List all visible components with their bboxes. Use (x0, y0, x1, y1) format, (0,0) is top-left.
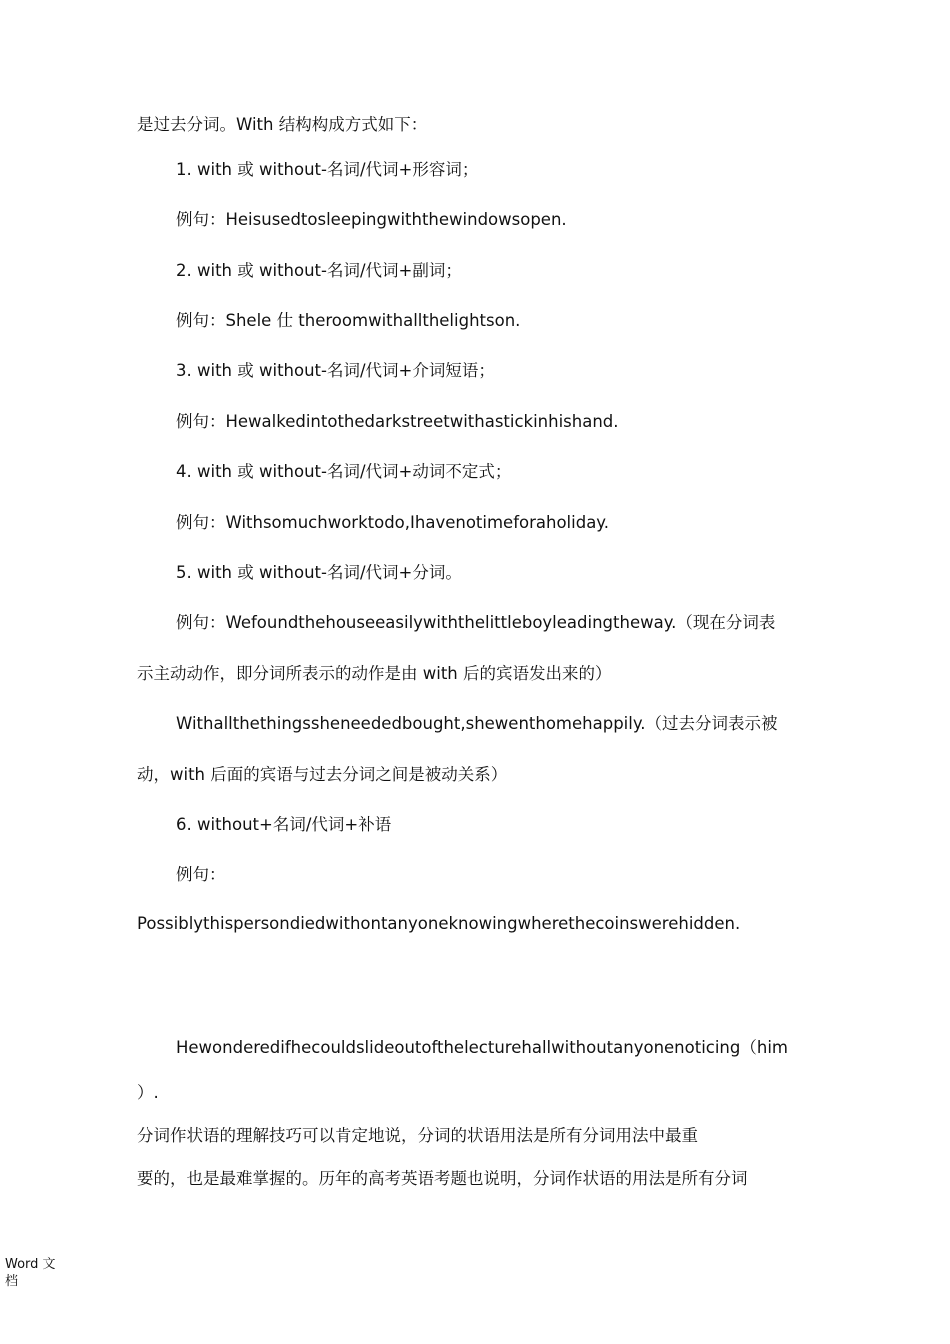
example-sentence: 例句：Hewalkedintothedarkstreetwithastickinhishand. (176, 412, 619, 431)
list-item-heading: 2. with 或 without-名词/代词+副词； (176, 261, 462, 280)
example-sentence: 例句：Wefoundthehouseeasilywiththelittleboyleadingtheway.（现在分词表 (176, 613, 776, 632)
example-sentence: 例句：Shele 仕 theroomwithallthelightson. (176, 311, 521, 330)
list-item-heading: 4. with 或 without-名词/代词+动词不定式； (176, 462, 512, 481)
footer-label-line: Word 文 (5, 1257, 56, 1272)
paragraph-line: 分词作状语的理解技巧可以肯定地说，分词的状语用法是所有分词用法中最重 (137, 1126, 698, 1145)
example-sentence: Hewonderedifhecouldslideoutofthelecturehallwithoutanyonenoticing（him (176, 1038, 788, 1057)
list-item-heading: 5. with 或 without-名词/代词+分词。 (176, 563, 462, 582)
example-sentence: Possiblythispersondiedwithontanyoneknowingwherethecoinswerehidden. (137, 914, 741, 933)
example-sentence: Withallthethingssheneededbought,shewenthomehappily.（过去分词表示被 (176, 714, 778, 733)
list-item-heading: 6. without+名词/代词+补语 (176, 815, 392, 834)
paragraph-line: 动，with 后面的宾语与过去分词之间是被动关系） (137, 765, 508, 784)
paragraph-line: 示主动动作，即分词所表示的动作是由 with 后的宾语发出来的） (137, 664, 612, 683)
paragraph-line: 是过去分词。With 结构构成方式如下： (137, 115, 428, 134)
example-sentence: 例句：Withsomuchworktodo,Ihavenotimeforaholiday. (176, 513, 609, 532)
footer-label-line: 档 (5, 1274, 19, 1289)
example-sentence: 例句：Heisusedtosleepingwiththewindowsopen. (176, 210, 567, 229)
paragraph-line: ）. (137, 1083, 159, 1102)
footer-label (5, 1256, 65, 1290)
list-item-heading: 3. with 或 without-名词/代词+介词短语； (176, 361, 495, 380)
list-item-heading: 1. with 或 without-名词/代词+形容词； (176, 160, 479, 179)
example-label: 例句： (176, 865, 226, 884)
paragraph-line: 要的，也是最难掌握的。历年的高考英语考题也说明，分词作状语的用法是所有分词 (137, 1169, 748, 1188)
